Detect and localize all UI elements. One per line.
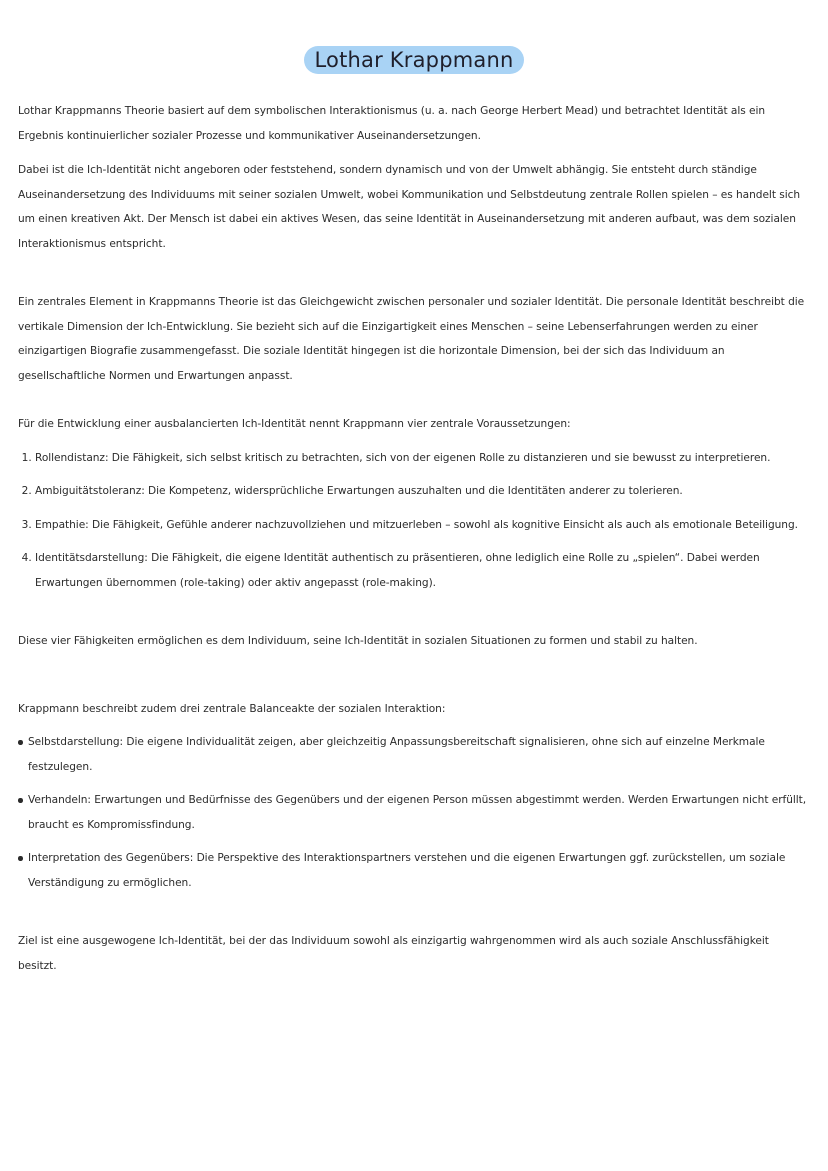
prerequisite-item-ambiguitaetstoleranz: 2. Ambiguitätstoleranz: Die Kompetenz, widersprüchliche Erwartungen auszuhalten und die Identitäten anderer zu tolerieren. bbox=[35, 479, 810, 504]
prerequisite-item-rollendistanz: 1. Rollendistanz: Die Fähigkeit, sich selbst kritisch zu betrachten, sich von der eigenen Rolle zu distanzieren und sie bewusst zu interpretieren. bbox=[35, 446, 810, 471]
document-body bbox=[18, 99, 810, 978]
prerequisites-list bbox=[18, 446, 810, 596]
conclusion-paragraph: Ziel ist eine ausgewogene Ich-Identität, bei der das Individuum sowohl als einzigartig wahrgenommen wird als auch soziale Anschlussfähigkeit besitzt. bbox=[18, 935, 769, 972]
intro-paragraph-3: Ein zentrales Element in Krappmanns Theorie ist das Gleichgewicht zwischen personaler und sozialer Identität. Die personale Identität beschreibt die vertikale Dimension der Ich-Entwicklung. Sie bezieht sich auf die Einzigartigkeit eines Menschen – seine Lebenserfahrungen werden zu einer einzigartigen Biografie zusammengefasst. Die soziale Identität hingegen ist die horizontale Dimension, bei der sich das Individuum an gesellschaftliche Normen und Erwartungen anpasst. bbox=[18, 296, 805, 382]
balance-act-selbstdarstellung: Selbstdarstellung: Die eigene Individualität zeigen, aber gleichzeitig Anpassungsbereitschaft signalisieren, ohne sich auf einzelne Merkmale festzulegen. bbox=[18, 730, 810, 779]
prerequisites-intro: Für die Entwicklung einer ausbalancierten Ich-Identität nennt Krappmann vier zentrale Voraussetzungen: bbox=[18, 418, 571, 430]
balance-acts-list bbox=[18, 730, 810, 895]
balance-act-interpretation: Interpretation des Gegenübers: Die Perspektive des Interaktionspartners verstehen und die eigenen Erwartungen ggf. zurückstellen, um soziale Verständigung zu ermöglichen. bbox=[18, 846, 810, 895]
balance-act-verhandeln: Verhandeln: Erwartungen und Bedürfnisse des Gegenübers und der eigenen Person müssen abgestimmt werden. Werden Erwartungen nicht erfüllt, braucht es Kompromissfindung. bbox=[18, 788, 810, 837]
intro-paragraph-1: Lothar Krappmanns Theorie basiert auf dem symbolischen Interaktionismus (u. a. nach George Herbert Mead) und betrachtet Identität als ein Ergebnis kontinuierlicher sozialer Prozesse und kommunikativer Auseinandersetzungen. bbox=[18, 105, 766, 142]
title-container bbox=[0, 46, 828, 74]
prerequisites-summary: Diese vier Fähigkeiten ermöglichen es dem Individuum, seine Ich-Identität in sozialen Situationen zu formen und stabil zu halten. bbox=[18, 635, 698, 647]
prerequisite-item-identitaetsdarstellung: 4. Identitätsdarstellung: Die Fähigkeit, die eigene Identität authentisch zu präsentieren, ohne lediglich eine Rolle zu „spielen“. Dabei werden Erwartungen übernommen (role-taking) oder aktiv angepasst (role-making). bbox=[35, 546, 810, 595]
balance-intro: Krappmann beschreibt zudem drei zentrale Balanceakte der sozialen Interaktion: bbox=[18, 702, 446, 715]
prerequisite-item-empathie: 3. Empathie: Die Fähigkeit, Gefühle anderer nachzuvollziehen und mitzuerleben – sowohl als kognitive Einsicht als auch als emotionale Beteiligung. bbox=[35, 513, 810, 538]
page-title: Lothar Krappmann bbox=[304, 46, 525, 74]
intro-paragraph-2: Dabei ist die Ich-Identität nicht angeboren oder feststehend, sondern dynamisch und von der Umwelt abhängig. Sie entsteht durch ständige Auseinandersetzung des Individuums mit seiner sozialen Umwelt, wobei Kommunikation und Selbstdeutung zentrale Rollen spielen – es handelt sich um einen kreativen Akt. Der Mensch ist dabei ein aktives Wesen, das seine Identität in Auseinandersetzung mit anderen aufbaut, was dem sozialen Interaktionismus entspricht. bbox=[18, 164, 801, 250]
